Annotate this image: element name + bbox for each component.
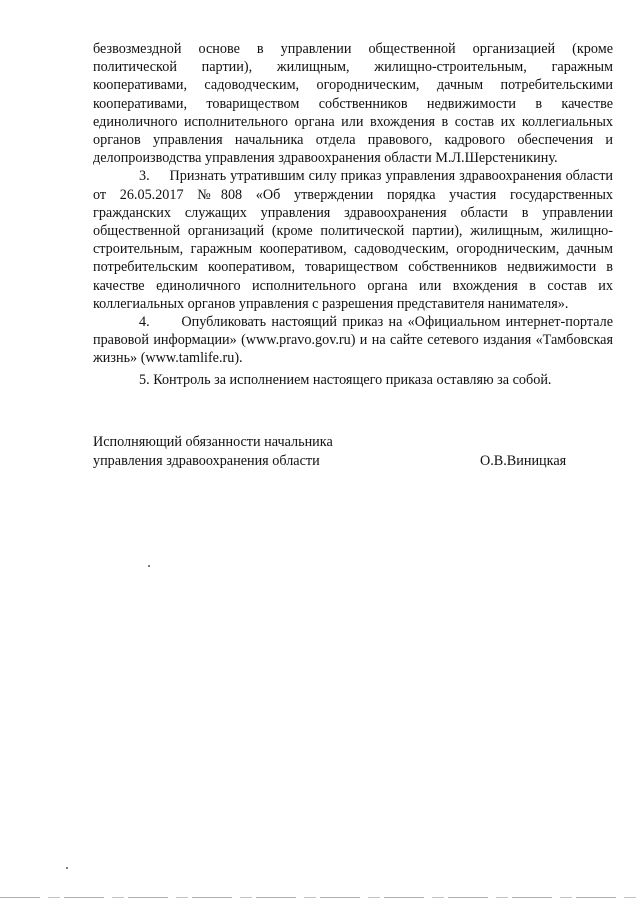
signature-title-line-1: Исполняющий обязанности начальника (93, 434, 333, 450)
scan-speck (66, 867, 68, 869)
scan-speck (148, 565, 150, 567)
document-body (93, 40, 613, 389)
paragraph-continuation: безвозмездной основе в управлении общественной организацией (кроме политической партии), жилищным, жилищно-строительным, гаражным кооперативами, садоводческим, огородническим, дачным потребительскими кооперативами, товариществом собственников недвижимости в качестве единоличного исполнительного органа или вхождения в состав их коллегиальных органов управления начальника отдела правового, кадрового обеспечения и делопроизводства управления здравоохранения области М.Л.Шерстеникину. (93, 41, 613, 167)
paragraph-item-5: 5. Контроль за исполнением настоящего приказа оставляю за собой. (139, 371, 552, 388)
paragraph-item-3: 3. Признать утратившим силу приказ управления здравоохранения области от 26.05.2017 №808 «Об утверждении порядка участия государственных гражданских служащих управления здравоохранения области в управлении общественной организаций (кроме политической партии), жилищным, жилищно-строительным, гаражным кооперативом, садоводческим, огородническим, дачным потребительским кооперативом, товариществом собственников недвижимости в качестве единоличного исполнительного органа или вхождения в состав их коллегиальных органов управления с разрешения представителя нанимателя». (93, 168, 613, 312)
signature-block (93, 433, 613, 471)
signature-title-line-2: управления здравоохранения области (93, 453, 320, 469)
signatory-name: О.В.Виницкая (480, 453, 567, 469)
paragraph-item-4: 4. Опубликовать настоящий приказ на «Официальном интернет-портале правовой информации» (www.pravo.gov.ru) и на сайте сетевого издания «Тамбовская жизнь» (www.tamlife.ru). (93, 314, 613, 367)
scan-edge-line (0, 897, 640, 898)
